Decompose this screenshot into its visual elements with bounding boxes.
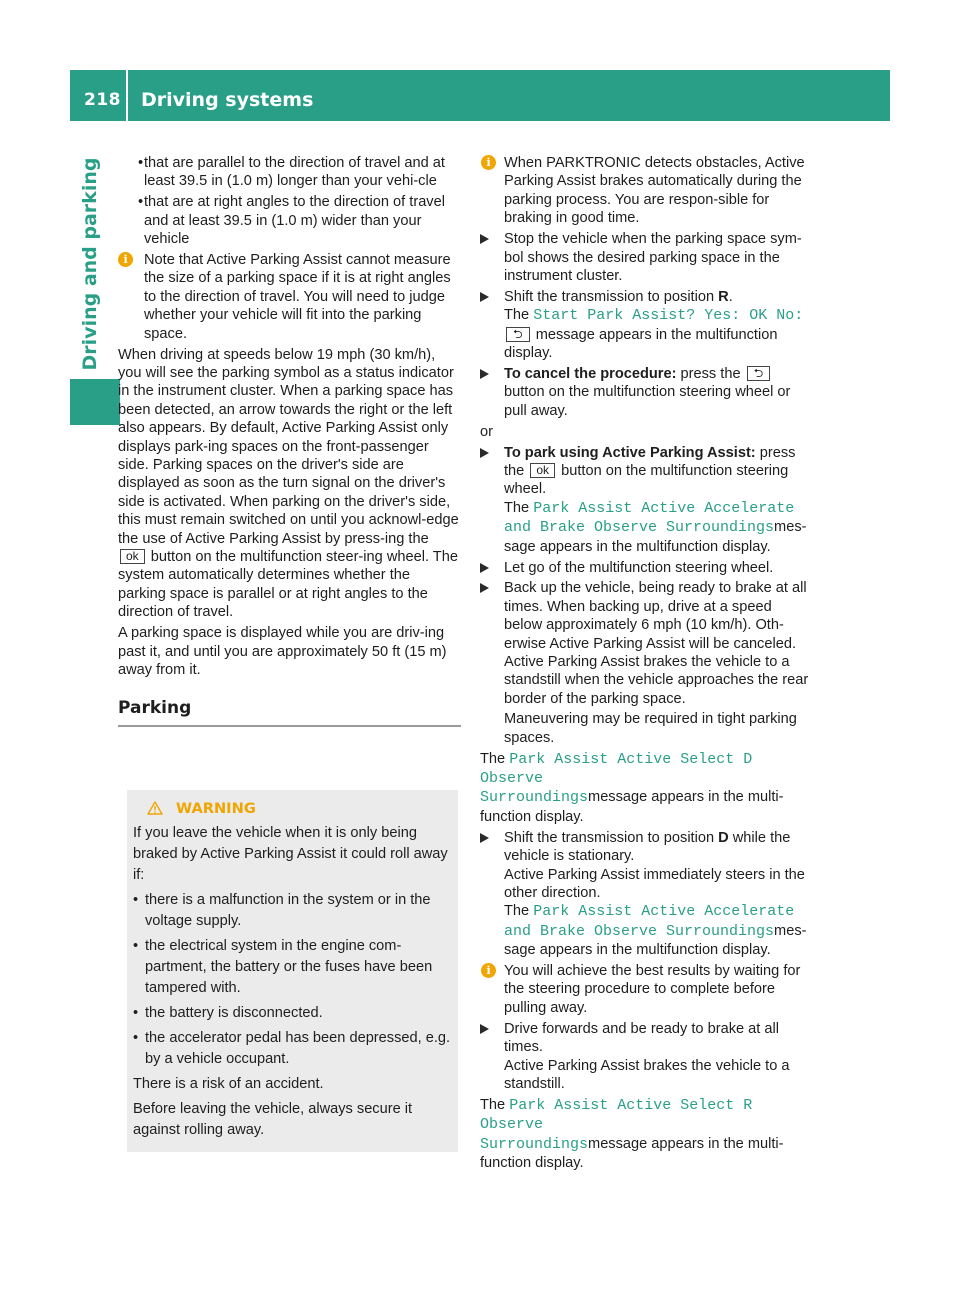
info-icon: i [481, 963, 496, 978]
display-message: Surroundings [480, 789, 589, 807]
step-arrow-icon [480, 448, 489, 458]
heading-rule [118, 725, 461, 727]
list-item: • the battery is disconnected. [133, 1005, 323, 1021]
display-message: and Brake Observe Surroundings [504, 922, 775, 940]
step: Drive forwards and be ready to brake at all times. Active Parking Assist brakes the vehicle to a standstill. [480, 1020, 813, 1094]
warning-risk: There is a risk of an accident. [133, 1076, 324, 1092]
step-arrow-icon [480, 234, 489, 244]
back-key-icon: ⮌ [747, 366, 771, 381]
list-item: • there is a malfunction in the system or in the voltage supply. [133, 892, 431, 929]
list-item: • that are parallel to the direction of travel and at least 39.5 in (1.0 m) longer than your vehi-cle [138, 155, 445, 190]
display-message: and Brake Observe Surroundings [504, 519, 775, 537]
chapter-title: Driving systems [141, 89, 314, 111]
right-column [480, 154, 813, 1175]
warning-title: WARNING [133, 798, 455, 819]
left-column [118, 154, 461, 727]
paragraph: The Park Assist Active Select R Observe Surroundingsmessage appears in the multi-function display. [480, 1096, 784, 1172]
section-heading: Parking [118, 698, 192, 719]
step-arrow-icon [480, 1024, 489, 1034]
step: Stop the vehicle when the parking space sym-bol shows the desired parking space in the instrument cluster. [480, 230, 813, 285]
warning-icon [147, 801, 163, 815]
display-message: Surroundings [480, 1135, 589, 1153]
info-note: i You will achieve the best results by waiting for the steering procedure to complete before pulling away. [480, 962, 813, 1017]
list-item: • the accelerator pedal has been depressed, e.g. by a vehicle occupant. [133, 1030, 451, 1067]
paragraph: When driving at speeds below 19 mph (30 km/h), you will see the parking symbol as a status indicator in the instrument cluster. When a parking space has been detected, an arrow towards the right or the left also appears. By default, Active Parking Assist only displays park-ing spaces on the front-passenger side. Parking spaces on the driver's side are displayed as soon as the turn signal on the driver's side is activated. When parking on the driver's side, this must remain switched on until you acknowl-edge the use of Active Parking Assist by press-ing the ok button on the multifunction steer-ing wheel. The system automatically determines whether the parking space is parallel or at right angles to the direction of travel. [118, 346, 459, 621]
step: Let go of the multifunction steering wheel. [480, 559, 813, 577]
step: To cancel the procedure: press the ⮌ button on the multifunction steering wheel or pull away. [480, 365, 813, 420]
info-icon: i [481, 155, 496, 170]
display-message: Park Assist Active Accelerate [533, 903, 795, 921]
info-note: i When PARKTRONIC detects obstacles, Active Parking Assist brakes automatically during the parking process. You are respon-sible for braking in good time. [480, 154, 813, 228]
display-message: Start Park Assist? Yes: OK No: [533, 307, 804, 325]
back-key-icon: ⮌ [506, 327, 530, 342]
warning-intro: If you leave the vehicle when it is only being braked by Active Parking Assist it could roll away if: [133, 825, 448, 883]
display-message: Park Assist Active Select R Observe [480, 1096, 753, 1134]
page-number: 218 [84, 90, 121, 110]
display-message: Park Assist Active Select D Observe [480, 750, 753, 787]
paragraph: The Park Assist Active Select D Observe Surroundingsmessage appears in the multi-function display. [480, 750, 784, 825]
info-icon: i [118, 252, 133, 267]
warning-box [127, 790, 458, 1152]
step-arrow-icon [480, 583, 489, 593]
step-arrow-icon [480, 563, 489, 573]
side-tab-marker [70, 379, 120, 425]
step: Shift the transmission to position R. The Start Park Assist? Yes: OK No: ⮌ message appears in the multifunction display. [480, 288, 813, 363]
step: Shift the transmission to position D while the vehicle is stationary. Active Parking Assist immediately steers in the other direction. The Park Assist Active Accelerate and Brake Observe Surroundingsmes- sage appears in the multifunction display. [480, 829, 813, 960]
step: Back up the vehicle, being ready to brake at all times. When backing up, drive at a speed below approximately 6 mph (10 km/h). Oth-erwise Active Parking Assist will be canceled. Active Parking Assist brakes the vehicle to a standstill when the vehicle approaches the rear border of the parking space. Maneuvering may be required in tight parking spaces. [480, 579, 813, 747]
paragraph: or [480, 423, 493, 440]
ok-key-icon: ok [530, 463, 555, 478]
step: To park using Active Parking Assist: press the ok button on the multifunction steering wheel. The Park Assist Active Accelerate and Brake Observe Surroundingsmes- sage appears in the multifunction display. [480, 444, 813, 556]
step-arrow-icon [480, 369, 489, 379]
bullet: • [138, 155, 144, 171]
step-arrow-icon [480, 292, 489, 302]
display-message: Park Assist Active Accelerate [533, 499, 795, 517]
warning-advice: Before leaving the vehicle, always secure it against rolling away. [133, 1101, 413, 1138]
ok-key-icon: ok [120, 549, 145, 564]
header-divider [126, 70, 128, 121]
list-item: • that are at right angles to the direction of travel and at least 39.5 in (1.0 m) wider than your vehicle [138, 194, 445, 248]
paragraph: A parking space is displayed while you are driv-ing past it, and until you are approximately 50 ft (15 m) away from it. [118, 625, 447, 678]
side-tab-label: Driving and parking [79, 157, 101, 371]
step-arrow-icon [480, 833, 489, 843]
bullet: • [138, 194, 144, 211]
list-item: • the electrical system in the engine com-partment, the battery or the fuses have been tampered with. [133, 938, 433, 996]
info-note: i Note that Active Parking Assist cannot measure the size of a parking space if it is at right angles to the direction of travel. You will need to judge whether your vehicle will fit into the parking space. [118, 251, 461, 343]
